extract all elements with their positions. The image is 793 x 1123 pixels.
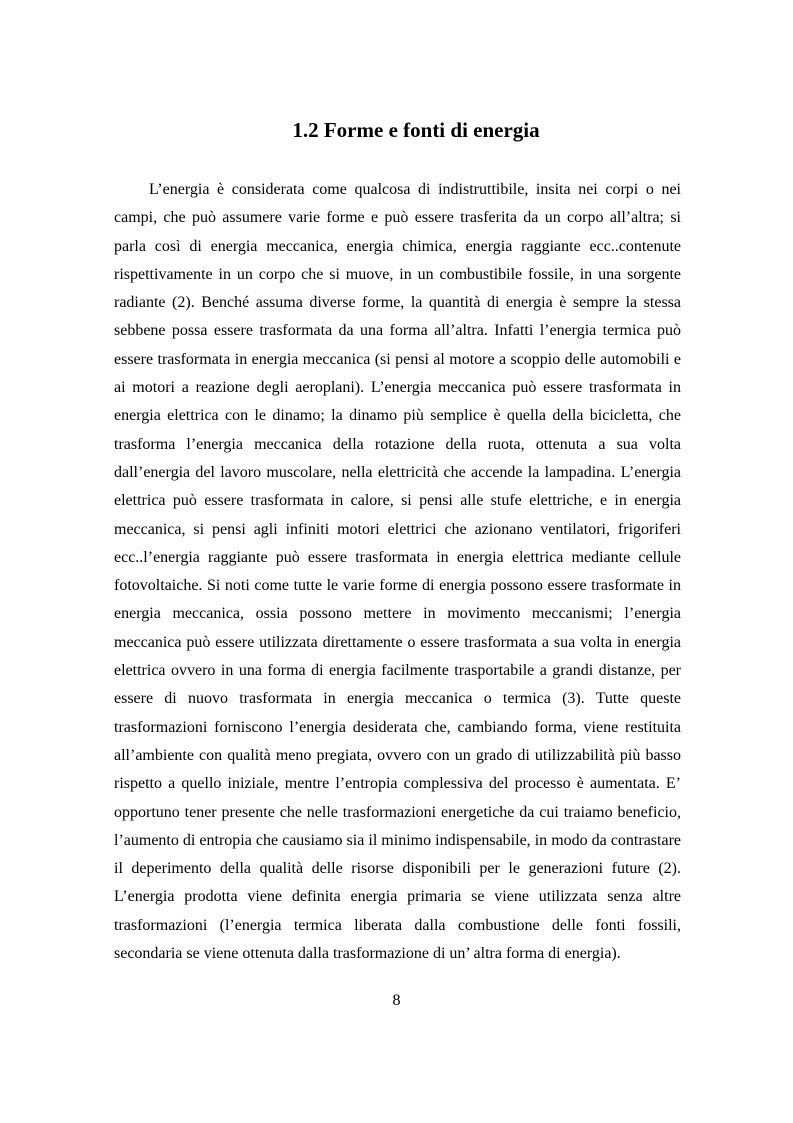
paragraph-line: sebbene possa essere trasformata da una forma all’altra. Infatti l’energia termica può bbox=[114, 322, 681, 340]
paragraph-line: essere trasformata in energia meccanica (si pensi al motore a scoppio delle automobili e bbox=[114, 350, 681, 368]
body-paragraph bbox=[114, 176, 681, 968]
paragraph-line: secondaria se viene ottenuta dalla trasformazione di un’ altra forma di energia). bbox=[114, 945, 621, 963]
paragraph-line: elettrica ovvero in una forma di energia facilmente trasportabile a grandi distanze, per bbox=[114, 662, 681, 680]
paragraph-line: fotovoltaiche. Si noti come tutte le varie forme di energia possono essere trasformate in bbox=[114, 577, 681, 595]
paragraph-line: l’aumento di entropia che causiamo sia il minimo indispensabile, in modo da contrastare bbox=[114, 831, 681, 849]
paragraph-line: energia meccanica, ossia possono mettere in movimento meccanismi; l’energia bbox=[114, 605, 681, 623]
paragraph-line: rispetto a quello iniziale, mentre l’entropia complessiva del processo è aumentata. E’ bbox=[114, 775, 681, 793]
paragraph-line: radiante (2). Benché assuma diverse forme, la quantità di energia è sempre la stessa bbox=[114, 294, 681, 312]
paragraph-line: ai motori a reazione degli aeroplani). L’energia meccanica può essere trasformata in bbox=[114, 379, 681, 397]
paragraph-line: L’energia prodotta viene definita energia primaria se viene utilizzata senza altre bbox=[114, 888, 681, 906]
paragraph-line: opportuno tener presente che nelle trasformazioni energetiche da cui traiamo beneficio, bbox=[114, 803, 681, 821]
section-title: 1.2 Forme e fonti di energia bbox=[292, 118, 540, 142]
paragraph-line: all’ambiente con qualità meno pregiata, ovvero con un grado di utilizzabilità più basso bbox=[114, 746, 681, 764]
paragraph-line: trasformazioni (l’energia termica liberata dalla combustione delle fonti fossili, bbox=[114, 916, 681, 934]
paragraph-line: dall’energia del lavoro muscolare, nella elettricità che accende la lampadina. L’energia bbox=[114, 463, 681, 481]
paragraph-line: rispettivamente in un corpo che si muove, in un combustibile fossile, in una sorgente bbox=[114, 265, 681, 283]
paragraph-line: trasformazioni forniscono l’energia desiderata che, cambiando forma, viene restituita bbox=[114, 718, 681, 736]
paragraph-line: campi, che può assumere varie forme e può essere trasferita da un corpo all’altra; si bbox=[114, 209, 681, 227]
paragraph-line: essere di nuovo trasformata in energia meccanica o termica (3). Tutte queste bbox=[114, 690, 681, 708]
paragraph-line: ecc..l’energia raggiante può essere trasformata in energia elettrica mediante cellule bbox=[114, 548, 681, 566]
paragraph-line: meccanica, si pensi agli infiniti motori elettrici che azionano ventilatori, frigoriferi bbox=[114, 520, 681, 538]
page-number: 8 bbox=[392, 992, 401, 1009]
paragraph-line: meccanica può essere utilizzata direttamente o essere trasformata a sua volta in energia bbox=[114, 633, 681, 651]
paragraph-line: L’energia è considerata come qualcosa di indistruttibile, insita nei corpi o nei bbox=[149, 181, 681, 198]
paragraph-line: elettrica può essere trasformata in calore, si pensi alle stufe elettriche, e in energia bbox=[114, 492, 681, 510]
paragraph-line: il deperimento della qualità delle risorse disponibili per le generazioni future (2). bbox=[114, 860, 681, 878]
paragraph-line: energia elettrica con le dinamo; la dinamo più semplice è quella della bicicletta, che bbox=[114, 407, 681, 425]
paragraph-line: parla così di energia meccanica, energia chimica, energia raggiante ecc..contenute bbox=[114, 237, 681, 255]
paragraph-line: trasforma l’energia meccanica della rotazione della ruota, ottenuta a sua volta bbox=[114, 435, 681, 453]
